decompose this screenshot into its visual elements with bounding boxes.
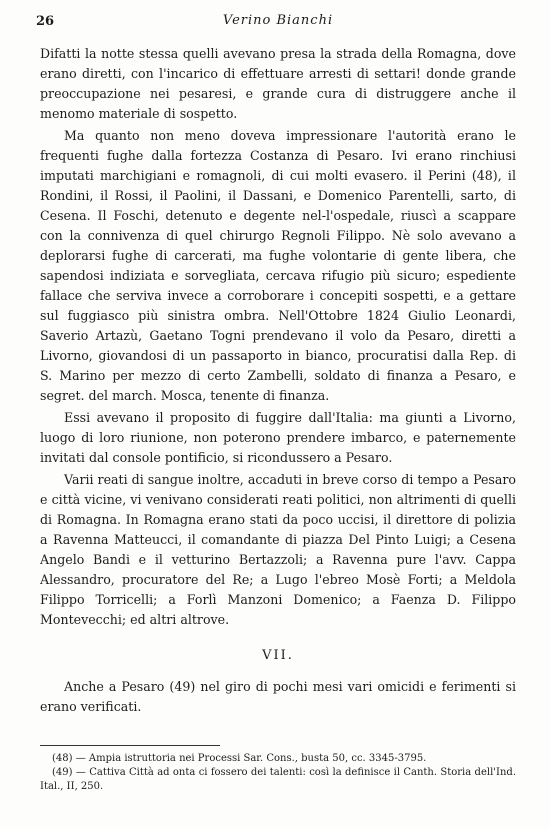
body-text — [40, 44, 516, 717]
paragraph: Essi avevano il proposito di fuggire dall'Italia: ma giunti a Livorno, luogo di loro riunione, non poterono prendere imbarco, e paternemente invitati dal console pontificio, si ricondussero a Pesaro. — [40, 410, 516, 465]
section-number: VII. — [262, 648, 294, 663]
section-paragraph: Anche a Pesaro (49) nel giro di pochi mesi vari omicidi e ferimenti si erano verificati. — [40, 679, 516, 714]
paragraph: Varii reati di sangue inoltre, accaduti in breve corso di tempo a Pesaro e città vicine, vi venivano considerati reati politici, non altrimenti di quelli di Romagna. In Romagna erano stati da poco uccisi, il direttore di polizia a Ravenna Matteucci, il comandante di piazza Del Pinto Luigi; a Cesena Angelo Bandi e il vetturino Bertazzoli; a Ravenna pure l'avv. Cappa Alessandro, procuratore del Re; a Lugo l'ebreo Mosè Forti; a Meldola Filippo Torricelli; a Forlì Manzoni Domenico; a Faenza D. Filippo Montevecchi; ed altri altrove. — [40, 472, 516, 627]
footnote-rule — [40, 745, 220, 746]
footnote: (48) — Ampia istruttoria nei Processi Sar. Cons., busta 50, cc. 3345-3795. — [52, 753, 427, 764]
footnotes — [40, 752, 516, 794]
running-title: Verino Bianchi — [222, 13, 334, 28]
page-number: 26 — [36, 14, 55, 29]
running-head — [36, 10, 516, 36]
paragraph: Difatti la notte stessa quelli avevano presa la strada della Romagna, dove erano diretti, con l'incarico di effettuare arresti di settari! donde grande preoccupazione nei pesaresi, e grande cura di distruggere anche il menomo materiale di sospetto. — [40, 46, 516, 121]
paragraph: Ma quanto non meno doveva impressionare l'autorità erano le frequenti fughe dalla fortezza Costanza di Pesaro. Ivi erano rinchiusi imputati marchigiani e romagnoli, di cui molti evasero. il Perini (48), il Rondini, il Rossi, il Paolini, il Dassani, e Domenico Parentelli, sarto, di Cesena. Il Foschi, detenuto e degente nel-l'ospedale, riuscì a scappare con la connivenza di quel chirurgo Regnoli Filippo. Nè solo avevano a deplorarsi fughe di carcerati, ma fughe volontarie di gente libera, che sapendosi indiziata e sorvegliata, cercava rifugio più sicuro; espediente fallace che serviva invece a corroborare i concepiti sospetti, e a gettare sul fuggiasco più sinistra ombra. Nell'Ottobre 1824 Giulio Leonardi, Saverio Artazù, Gaetano Togni prendevano il volo da Pesaro, diretti a Livorno, giovandosi di un passaporto in bianco, procuratisi dalla Rep. di S. Marino per mezzo di certo Zambelli, soldato di finanza a Pesaro, e segret. del march. Mosca, tenente di finanza. — [40, 128, 516, 403]
footnote: (49) — Cattiva Città ad onta ci fossero dei talenti: così la definisce il Canth. Storia dell'Ind. Ital., II, 250. — [40, 767, 516, 792]
